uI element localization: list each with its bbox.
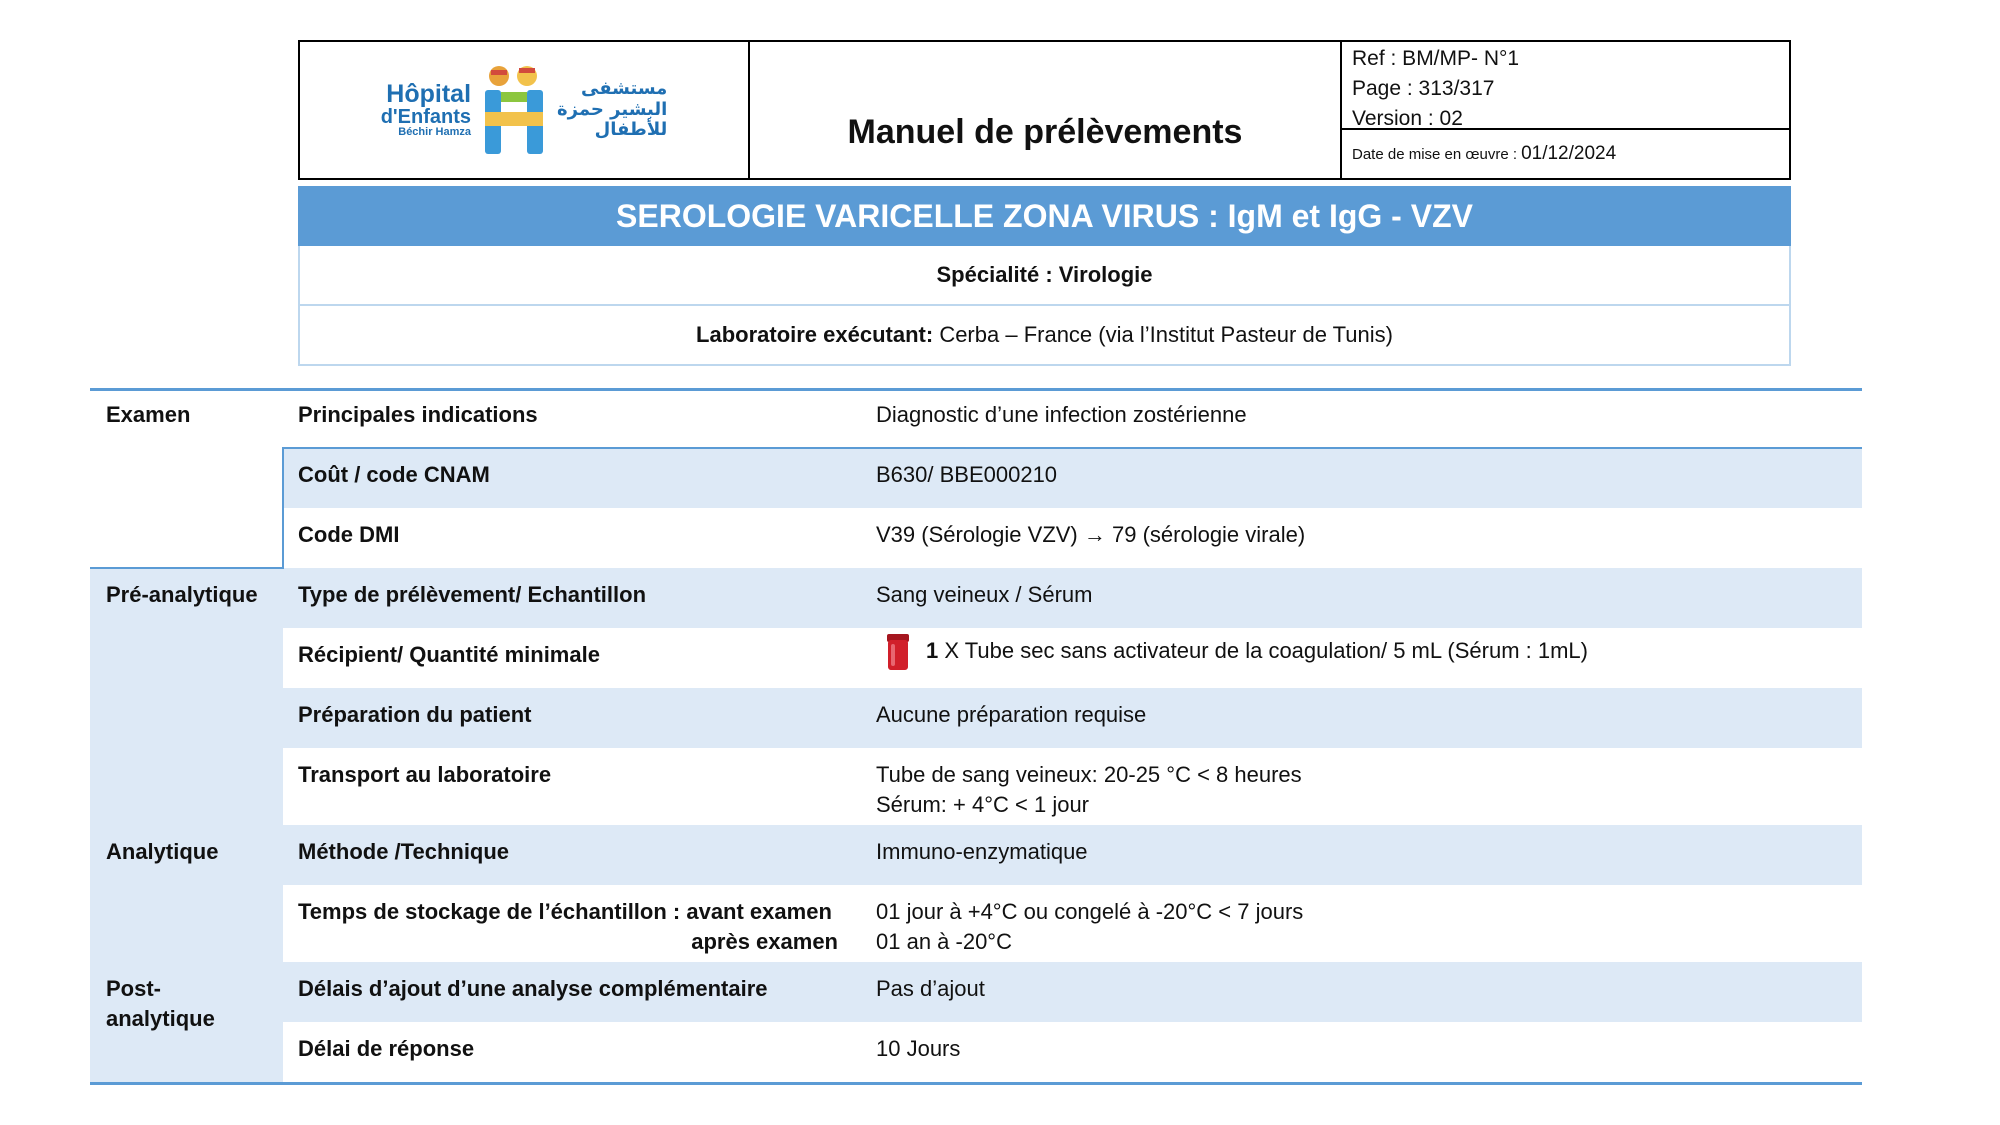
section-post-analytique xyxy=(106,974,215,1034)
section-analytique: Analytique xyxy=(106,839,219,864)
row-key: Transport au laboratoire xyxy=(298,762,552,787)
row-value: 10 Jours xyxy=(876,1036,961,1061)
red-tube-icon xyxy=(884,632,912,672)
row-value: Sang veineux / Sérum xyxy=(876,582,1093,607)
date-label: Date de mise en œuvre : xyxy=(1352,145,1518,163)
exam-title-band xyxy=(298,186,1791,246)
document-title: Manuel de prélèvements xyxy=(847,113,1243,151)
section-examen: Examen xyxy=(106,402,191,427)
laboratoire-box xyxy=(298,306,1791,366)
row-value-line-1: Tube de sang veineux: 20-25 °C < 8 heures xyxy=(876,762,1302,787)
hospital-h-icon xyxy=(479,62,549,158)
section-post-line-2: analytique xyxy=(106,1006,215,1031)
row-value: Aucune préparation requise xyxy=(876,702,1147,727)
examen-bottom-border xyxy=(90,567,284,569)
row-value: Diagnostic d’une infection zostérienne xyxy=(876,402,1247,427)
row-value: X Tube sec sans activateur de la coagulation/ 5 mL (Sérum : 1mL) xyxy=(944,637,1588,663)
meta-cell xyxy=(1342,42,1789,178)
row-key: Préparation du patient xyxy=(298,702,532,727)
date-info xyxy=(1342,130,1789,178)
section-pre-analytique: Pré-analytique xyxy=(106,582,258,607)
row-value-line-2: 01 an à -20°C xyxy=(876,929,1012,954)
logo-ar-line-3: للأطفال xyxy=(594,119,668,141)
row-value xyxy=(876,897,1303,957)
row-value-with-tube xyxy=(870,632,1588,672)
row-key-line-2: après examen xyxy=(691,929,838,954)
version-text: Version : 02 xyxy=(1352,107,1463,130)
examen-side-border xyxy=(282,447,284,569)
date-value: 01/12/2024 xyxy=(1521,143,1617,164)
logo-french-text xyxy=(381,82,471,138)
row-value: Immuno-enzymatique xyxy=(876,839,1088,864)
labo-label: Laboratoire exécutant: xyxy=(696,322,934,347)
logo-line-2: d'Enfants xyxy=(380,106,472,128)
row-value: B630/ BBE000210 xyxy=(876,462,1058,487)
page-text: Page : 313/317 xyxy=(1352,77,1495,100)
row-shade xyxy=(283,448,1862,508)
logo-line-3: Béchir Hamza xyxy=(398,126,472,138)
row-key: Délai de réponse xyxy=(298,1036,475,1061)
row-key: Coût / code CNAM xyxy=(298,462,490,487)
row-value-line-1: 01 jour à +4°C ou congelé à -20°C < 7 jours xyxy=(876,899,1304,924)
ref-text: Ref : BM/MP- N°1 xyxy=(1352,47,1520,70)
title-cell xyxy=(750,42,1342,178)
table-bottom-border xyxy=(90,1082,1862,1085)
row-value: Pas d’ajout xyxy=(876,976,985,1001)
row-key-line-1: Temps de stockage de l’échantillon : avant examen xyxy=(298,899,832,924)
row-key: Délais d’ajout d’une analyse complémentaire xyxy=(298,976,768,1001)
tube-quantity: 1 xyxy=(926,637,939,663)
logo-line-1: Hôpital xyxy=(386,80,472,108)
specialite-box xyxy=(298,246,1791,306)
meta-info xyxy=(1342,42,1789,130)
row-key: Méthode /Technique xyxy=(298,839,510,864)
examen-inner-border xyxy=(283,447,1862,449)
logo-ar-line-2: البشير حمزة xyxy=(557,98,668,120)
specialite-label: Spécialité : Virologie xyxy=(936,262,1153,287)
section-post-line-1: Post- xyxy=(106,976,161,1001)
logo-cell xyxy=(300,42,750,178)
exam-title: SEROLOGIE VARICELLE ZONA VIRUS : IgM et IgG - VZV xyxy=(616,197,1473,234)
logo-ar-line-1: مستشفى xyxy=(581,77,668,99)
document-header xyxy=(298,40,1791,180)
row-key: Type de prélèvement/ Echantillon xyxy=(298,582,647,607)
table-top-border xyxy=(90,388,1862,391)
row-value xyxy=(876,760,1302,820)
row-key: Récipient/ Quantité minimale xyxy=(298,642,600,667)
row-key: Principales indications xyxy=(298,402,538,427)
row-key: Code DMI xyxy=(298,522,400,547)
labo-value: Cerba – France (via l’Institut Pasteur de Tunis) xyxy=(939,322,1393,347)
logo-arabic-text xyxy=(557,79,667,141)
row-value-line-2: Sérum: + 4°C < 1 jour xyxy=(876,792,1090,817)
row-value: V39 (Sérologie VZV) → 79 (sérologie virale) xyxy=(876,522,1306,547)
row-key xyxy=(298,897,838,957)
hospital-logo xyxy=(381,62,668,158)
